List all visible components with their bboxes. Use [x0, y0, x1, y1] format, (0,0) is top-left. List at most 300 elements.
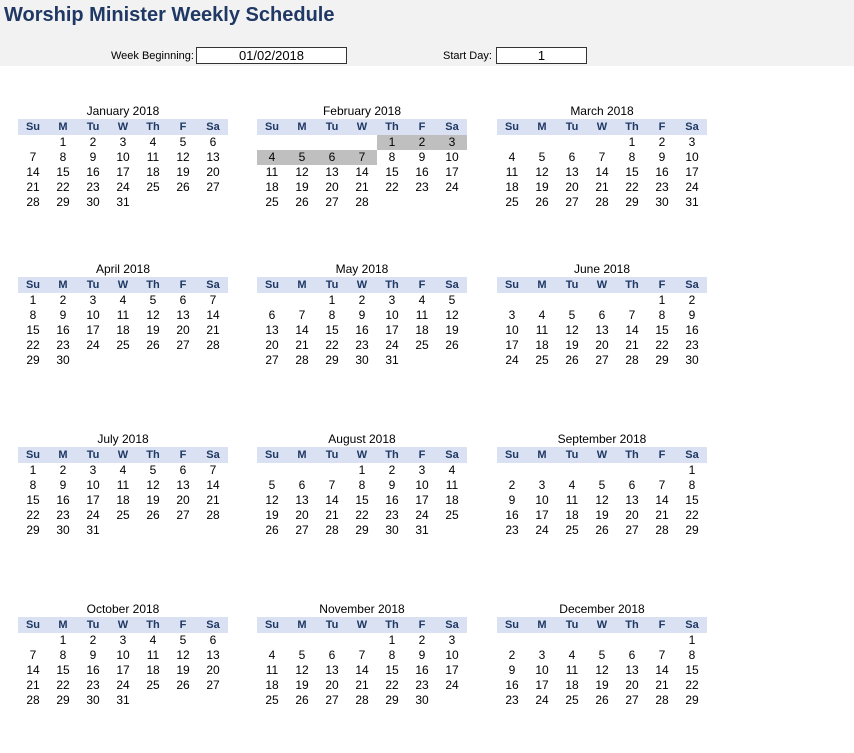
day-cell: 4: [568, 478, 576, 492]
weekday-label: F: [658, 619, 666, 631]
week-row: [18, 150, 228, 165]
day-cell: [497, 633, 527, 648]
day-cell: 2: [658, 135, 666, 149]
weekday-label: M: [537, 449, 547, 461]
day-cell: 7: [209, 463, 217, 477]
week-row: [257, 463, 467, 478]
day-cell: 23: [355, 338, 369, 352]
week-row: [18, 338, 228, 353]
weekday-label: Sa: [445, 121, 459, 133]
month-title: August 2018: [328, 432, 396, 446]
day-cell: 27: [206, 678, 220, 692]
day-cell: 17: [535, 678, 549, 692]
day-cell: 27: [265, 353, 279, 367]
week-beginning-label: Week Beginning:: [111, 50, 194, 62]
day-cell: 25: [445, 508, 459, 522]
weekday-label: Sa: [685, 121, 699, 133]
day-cell: 14: [655, 663, 669, 677]
day-cell: 26: [265, 523, 279, 537]
day-cell: 1: [29, 293, 37, 307]
day-cell: 4: [149, 135, 157, 149]
day-cell: 4: [418, 293, 426, 307]
month-calendar: [18, 261, 228, 368]
day-cell: 18: [116, 493, 130, 507]
weekday-label: F: [658, 121, 666, 133]
week-row: [497, 308, 707, 323]
day-cell: 20: [176, 323, 190, 337]
day-cell: 16: [56, 493, 70, 507]
day-cell: 10: [385, 308, 399, 322]
day-cell: 27: [595, 353, 609, 367]
day-cell: 17: [385, 323, 399, 337]
day-cell: 3: [508, 308, 516, 322]
week-row: [18, 180, 228, 195]
week-row: [18, 648, 228, 663]
month-calendar: [18, 601, 228, 708]
day-cell: 16: [505, 508, 519, 522]
day-cell: 29: [385, 693, 399, 707]
day-cell: 13: [206, 150, 220, 164]
day-cell: [18, 135, 48, 150]
week-row: [497, 353, 707, 368]
weekday-label: W: [356, 449, 368, 461]
day-cell: 2: [89, 633, 97, 647]
day-cell: 21: [295, 338, 309, 352]
day-cell: 19: [595, 508, 609, 522]
day-cell: 30: [655, 195, 669, 209]
day-cell: 26: [176, 678, 190, 692]
day-cell: 22: [56, 678, 70, 692]
day-cell: 9: [508, 663, 516, 677]
day-cell: 20: [265, 338, 279, 352]
weekday-header: [257, 447, 467, 463]
day-cell: 10: [505, 323, 519, 337]
weekday-label: Th: [385, 279, 399, 291]
day-cell: 18: [146, 165, 160, 179]
weekday-label: Sa: [206, 279, 220, 291]
day-cell: 18: [565, 678, 579, 692]
day-cell: 18: [565, 508, 579, 522]
day-cell: 12: [565, 323, 579, 337]
week-row: [497, 165, 707, 180]
day-cell: 29: [355, 523, 369, 537]
day-cell: 7: [658, 648, 666, 662]
day-cell: 8: [628, 150, 636, 164]
day-cell: 13: [325, 165, 339, 179]
day-cell: 18: [265, 678, 279, 692]
day-cell: 25: [116, 508, 130, 522]
day-cell: [317, 463, 347, 478]
day-cell: 11: [146, 150, 160, 164]
day-cell: 16: [505, 678, 519, 692]
weekday-label: Tu: [86, 619, 100, 631]
day-cell: 2: [508, 478, 516, 492]
week-row: [497, 150, 707, 165]
day-cell: 11: [535, 323, 549, 337]
day-cell: 21: [206, 493, 220, 507]
day-cell: 17: [86, 323, 100, 337]
day-cell: 18: [445, 493, 459, 507]
weekday-label: M: [58, 279, 68, 291]
day-cell: 11: [265, 663, 279, 677]
weekday-header: [18, 119, 228, 135]
day-cell: 15: [26, 323, 40, 337]
day-cell: [317, 633, 347, 648]
day-cell: 8: [328, 308, 336, 322]
month-title: February 2018: [322, 104, 402, 118]
day-cell: 12: [445, 308, 459, 322]
day-cell: 3: [418, 463, 426, 477]
day-cell: [557, 633, 587, 648]
day-cell: 22: [685, 678, 699, 692]
day-cell: 22: [355, 508, 369, 522]
day-cell: 4: [538, 308, 546, 322]
day-cell: 21: [655, 508, 669, 522]
day-cell: 9: [59, 478, 67, 492]
day-cell: 26: [146, 508, 160, 522]
day-cell: 2: [388, 463, 396, 477]
day-cell: [257, 293, 287, 308]
day-cell: 23: [505, 523, 519, 537]
day-cell: 29: [56, 195, 70, 209]
weekday-label: F: [179, 619, 187, 631]
day-cell: 25: [116, 338, 130, 352]
day-cell: 6: [628, 648, 636, 662]
weekday-header: [18, 277, 228, 293]
day-cell: 13: [325, 663, 339, 677]
day-cell: 8: [388, 648, 396, 662]
day-cell: [198, 353, 228, 368]
week-row: [18, 633, 228, 648]
day-cell: 1: [658, 293, 666, 307]
weekday-label: Sa: [206, 619, 220, 631]
day-cell: 23: [655, 180, 669, 194]
day-cell: 27: [325, 693, 339, 707]
weekday-label: Th: [625, 619, 639, 631]
day-cell: 10: [535, 663, 549, 677]
weekday-label: M: [58, 449, 68, 461]
day-cell: 20: [325, 678, 339, 692]
day-cell: [108, 523, 138, 538]
day-cell: 21: [26, 678, 40, 692]
day-cell: 19: [535, 180, 549, 194]
day-cell: 17: [685, 165, 699, 179]
weekday-label: Su: [264, 619, 280, 631]
day-cell: 4: [149, 633, 157, 647]
week-row: [497, 463, 707, 478]
day-cell: 6: [179, 463, 187, 477]
day-cell: 3: [538, 648, 546, 662]
day-cell: 10: [116, 648, 130, 662]
day-cell: 7: [598, 150, 606, 164]
day-cell: 22: [325, 338, 339, 352]
start-day-input[interactable]: 1: [496, 47, 587, 64]
day-cell: 30: [86, 693, 100, 707]
day-cell: 23: [56, 338, 70, 352]
week-row: [257, 165, 467, 180]
day-cell: 26: [595, 523, 609, 537]
weekday-header: [18, 447, 228, 463]
day-cell: [587, 463, 617, 478]
month-calendar: [497, 431, 707, 538]
day-cell: 21: [655, 678, 669, 692]
day-cell: [257, 633, 287, 648]
day-cell: 15: [655, 323, 669, 337]
weekday-header: [257, 277, 467, 293]
day-cell: 21: [206, 323, 220, 337]
day-cell: 28: [206, 338, 220, 352]
day-cell: 20: [625, 508, 639, 522]
weekday-label: W: [596, 449, 608, 461]
day-cell: 8: [358, 478, 366, 492]
weekday-header: [497, 447, 707, 463]
day-cell: 22: [26, 508, 40, 522]
day-cell: [437, 353, 467, 368]
day-cell: 24: [86, 338, 100, 352]
week-row: [18, 678, 228, 693]
day-cell: 3: [89, 463, 97, 477]
day-cell: 4: [508, 150, 516, 164]
day-cell: 29: [625, 195, 639, 209]
day-cell: 10: [535, 493, 549, 507]
day-cell: 1: [628, 135, 636, 149]
day-cell: 9: [658, 150, 666, 164]
day-cell: 6: [598, 308, 606, 322]
day-cell: [198, 195, 228, 210]
day-cell: 18: [535, 338, 549, 352]
day-cell: 12: [535, 165, 549, 179]
day-cell: 23: [86, 678, 100, 692]
day-cell: [138, 693, 168, 708]
day-cell: 22: [385, 678, 399, 692]
day-cell: 30: [685, 353, 699, 367]
week-row: [257, 293, 467, 308]
day-cell: 26: [146, 338, 160, 352]
weekday-label: Th: [385, 449, 399, 461]
day-cell: 2: [89, 135, 97, 149]
day-cell: 8: [658, 308, 666, 322]
day-cell: 15: [385, 663, 399, 677]
weekday-label: Sa: [206, 121, 220, 133]
day-cell: 15: [625, 165, 639, 179]
day-cell: 18: [146, 663, 160, 677]
day-cell: [497, 293, 527, 308]
weekday-label: Sa: [445, 449, 459, 461]
week-row: [257, 308, 467, 323]
week-row: [257, 693, 467, 708]
day-cell: 1: [328, 293, 336, 307]
day-cell: 1: [59, 633, 67, 647]
weekday-header: [497, 277, 707, 293]
day-cell: 26: [535, 195, 549, 209]
day-cell: [527, 463, 557, 478]
weekday-label: W: [117, 619, 129, 631]
week-row: [257, 353, 467, 368]
day-cell: 14: [655, 493, 669, 507]
day-cell: 19: [595, 678, 609, 692]
week-beginning-input[interactable]: 01/02/2018: [196, 47, 347, 64]
day-cell: 7: [328, 478, 336, 492]
day-cell: 12: [146, 478, 160, 492]
day-cell: [437, 693, 467, 708]
day-cell: 12: [595, 493, 609, 507]
week-row: [257, 493, 467, 508]
day-cell: 26: [595, 693, 609, 707]
day-cell: [377, 195, 407, 210]
day-cell: 23: [685, 338, 699, 352]
day-cell: 20: [325, 180, 339, 194]
day-cell: 24: [86, 508, 100, 522]
day-cell: [497, 463, 527, 478]
weekday-label: M: [537, 619, 547, 631]
day-cell: 19: [565, 338, 579, 352]
month-title: October 2018: [86, 602, 160, 616]
weekday-header: [257, 617, 467, 633]
day-cell: 6: [328, 648, 336, 662]
weekday-label: Th: [385, 619, 399, 631]
day-cell: 28: [655, 523, 669, 537]
day-cell: 28: [655, 693, 669, 707]
day-cell: 20: [595, 338, 609, 352]
day-cell: 7: [347, 150, 377, 165]
day-cell: 24: [445, 180, 459, 194]
weekday-label: Sa: [685, 449, 699, 461]
weekday-label: F: [658, 279, 666, 291]
day-cell: 14: [206, 478, 220, 492]
month-title: March 2018: [570, 104, 634, 118]
day-cell: 27: [176, 338, 190, 352]
day-cell: [587, 135, 617, 150]
month-calendar: [18, 103, 228, 210]
day-cell: 9: [388, 478, 396, 492]
day-cell: 5: [149, 463, 157, 477]
day-cell: 14: [206, 308, 220, 322]
day-cell: 18: [116, 323, 130, 337]
day-cell: [617, 463, 647, 478]
weekday-label: Tu: [86, 449, 100, 461]
day-cell: [557, 135, 587, 150]
day-cell: 14: [26, 663, 40, 677]
day-cell: 31: [116, 693, 130, 707]
week-row: [497, 293, 707, 308]
day-cell: 8: [29, 308, 37, 322]
week-row: [497, 323, 707, 338]
day-cell: 14: [26, 165, 40, 179]
month-title: January 2018: [86, 104, 160, 118]
day-cell: 24: [685, 180, 699, 194]
day-cell: 10: [86, 478, 100, 492]
day-cell: [617, 293, 647, 308]
weekday-label: Su: [264, 279, 280, 291]
day-cell: 5: [598, 648, 606, 662]
weekday-label: Tu: [325, 279, 339, 291]
month-title: November 2018: [319, 602, 405, 616]
weekday-label: Su: [25, 619, 41, 631]
weekday-label: Tu: [325, 121, 339, 133]
day-cell: 11: [116, 478, 130, 492]
day-cell: 31: [116, 195, 130, 209]
day-cell: 6: [568, 150, 576, 164]
day-cell: 27: [206, 180, 220, 194]
day-cell: 14: [595, 165, 609, 179]
weekday-label: F: [179, 449, 187, 461]
day-cell: [587, 293, 617, 308]
day-cell: [617, 633, 647, 648]
day-cell: 25: [565, 693, 579, 707]
week-row: [257, 648, 467, 663]
weekday-label: Th: [146, 279, 160, 291]
day-cell: 25: [265, 693, 279, 707]
week-row: [497, 633, 707, 648]
week-row: [257, 338, 467, 353]
day-cell: 30: [56, 523, 70, 537]
day-cell: 9: [418, 150, 426, 164]
day-cell: 5: [179, 135, 187, 149]
day-cell: 24: [445, 678, 459, 692]
day-cell: 1: [59, 135, 67, 149]
weekday-label: Su: [504, 619, 520, 631]
day-cell: [287, 293, 317, 308]
weekday-label: W: [356, 121, 368, 133]
day-cell: 23: [415, 180, 429, 194]
day-cell: 16: [56, 323, 70, 337]
day-cell: 11: [565, 663, 579, 677]
week-row: [257, 150, 467, 165]
day-cell: 16: [86, 165, 100, 179]
day-cell: 19: [265, 508, 279, 522]
day-cell: 18: [505, 180, 519, 194]
day-cell: 21: [625, 338, 639, 352]
day-cell: 24: [116, 180, 130, 194]
day-cell: [287, 135, 317, 150]
weekday-label: Sa: [445, 279, 459, 291]
day-cell: 17: [445, 165, 459, 179]
weekday-label: W: [596, 121, 608, 133]
weekday-label: Su: [264, 121, 280, 133]
day-cell: 5: [568, 308, 576, 322]
day-cell: 18: [265, 180, 279, 194]
weekday-label: M: [297, 121, 307, 133]
month-calendar: [18, 431, 228, 538]
weekday-label: Su: [264, 449, 280, 461]
day-cell: [587, 633, 617, 648]
day-cell: 14: [625, 323, 639, 337]
weekday-label: F: [418, 449, 426, 461]
day-cell: 10: [415, 478, 429, 492]
day-cell: 8: [688, 648, 696, 662]
weekday-label: Th: [146, 121, 160, 133]
day-cell: [347, 135, 377, 150]
week-row: [497, 648, 707, 663]
day-cell: 12: [265, 493, 279, 507]
day-cell: 10: [445, 648, 459, 662]
day-cell: 15: [325, 323, 339, 337]
week-row: [257, 135, 467, 150]
week-row: [257, 478, 467, 493]
day-cell: 28: [325, 523, 339, 537]
weekday-label: F: [179, 279, 187, 291]
day-cell: 6: [317, 150, 347, 165]
day-cell: 9: [358, 308, 366, 322]
day-cell: [437, 195, 467, 210]
day-cell: 23: [385, 508, 399, 522]
day-cell: 5: [268, 478, 276, 492]
day-cell: 13: [595, 323, 609, 337]
day-cell: 24: [385, 338, 399, 352]
week-row: [18, 493, 228, 508]
day-cell: 30: [355, 353, 369, 367]
month-calendar: [497, 261, 707, 368]
